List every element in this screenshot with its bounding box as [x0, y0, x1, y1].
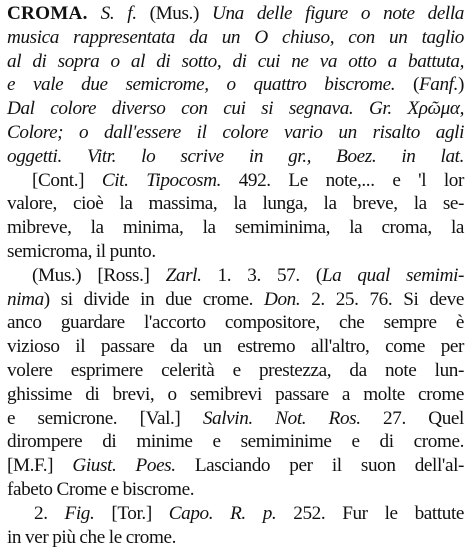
entry-text-run: Zarl. — [165, 264, 202, 286]
entry-text-run: ( — [395, 74, 419, 96]
entry-text-run: Salvin. Not. Ros. — [202, 407, 361, 429]
entry-line — [7, 264, 464, 288]
entry-text-run: dirompere di minime e semiminime e di crome. — [7, 431, 464, 453]
entry-text-run: fabeto Crome e biscrome. — [7, 479, 195, 500]
entry-text-run: musica rappresentata da un O chiuso, con un taglio — [7, 26, 464, 48]
entry-line — [7, 454, 464, 478]
entry-text-run: [Tor.] — [94, 502, 169, 524]
entry-text-run: Don. — [264, 288, 301, 310]
entry-line — [7, 73, 464, 97]
entry-text-run: vizioso il passare da un estremo all'altro, come per — [7, 336, 464, 358]
entry-text-run: valore, cioè la massima, la lunga, la breve, la se- — [7, 193, 464, 215]
entry-text-run: Giust. Poes. — [72, 455, 176, 477]
entry-text-run: e semicrone. [Val.] — [7, 407, 203, 429]
entry-line — [7, 359, 464, 383]
entry-line — [7, 169, 464, 193]
entry-line — [7, 145, 464, 169]
entry-text-run: ghissime di brevi, o semibrevi passare a molte crome — [7, 383, 464, 405]
entry-text-run: Lasciando per il suon dell'al- — [175, 455, 464, 477]
entry-text-run: al di sopra o al di sotto, di cui ne va otto a battuta, — [7, 50, 464, 72]
entry-text-run: Gr. — [368, 98, 392, 120]
entry-text-run: in ver più che le crome. — [7, 526, 177, 548]
entry-text-run: mibreve, la minima, la semiminima, la croma, la — [7, 217, 464, 239]
entry-text-run: 2. — [34, 502, 65, 524]
entry-text-run: nima — [7, 288, 44, 310]
entry-text-run: Colore; o dall'essere il colore vario un risalto agli — [7, 122, 464, 143]
entry-line — [7, 26, 464, 50]
entry-text-run: anco guardare l'accorto compositore, che sempre è — [7, 312, 464, 334]
entry-line — [7, 240, 464, 264]
entry-line — [7, 311, 464, 335]
entry-line — [7, 478, 464, 502]
entry-text-run — [88, 3, 101, 24]
entry-text-run: [Cont.] — [32, 169, 102, 191]
entry-text-run: 492. Le note,... e 'l lor — [220, 169, 464, 191]
entry-text-run: Capo. R. p. — [168, 502, 277, 524]
entry-text-run: oggetti. Vitr. lo scrive in gr., Boez. in lat. — [7, 145, 464, 167]
entry-text-run: semicroma, il punto. — [7, 241, 156, 262]
entry-text-run: Χρῶμα, — [407, 98, 464, 120]
entry-text-run: (Mus.) [Ross.] — [32, 264, 166, 286]
headword: CROMA. — [7, 3, 88, 24]
entry-text-run: (Mus.) — [136, 3, 212, 24]
entry-text-run: Fig. — [64, 502, 95, 524]
entry-line — [7, 50, 464, 74]
entry-text-run: ) si divide in due crome. — [43, 288, 264, 310]
entry-text-run: La qual semimi- — [321, 264, 464, 286]
entry-line — [7, 407, 464, 431]
entry-text-run: volere esprimere celerità e prestezza, da note lun- — [7, 360, 464, 381]
entry-text-run: Una delle figure o note della — [211, 3, 464, 24]
entry-text-run: e vale due semicrome, o quattro biscrome. — [7, 74, 396, 96]
entry-line — [7, 502, 464, 526]
entry-text-run: ) — [458, 74, 465, 96]
entry-text-run: 27. Quel — [360, 407, 464, 429]
entry-text-run: 1. 3. 57. ( — [201, 264, 322, 286]
entry-line — [7, 335, 464, 359]
entry-text-run: 252. Fur le battute — [276, 502, 465, 524]
entry-text-run: Cit. Tipocosm. — [101, 169, 221, 191]
entry-text-run — [392, 98, 408, 119]
entry-line — [7, 216, 464, 240]
entry-text-run — [353, 98, 369, 119]
entry-line — [7, 383, 464, 407]
entry-text-run: S. f. — [100, 3, 137, 24]
entry-line — [7, 430, 464, 454]
entry-line — [7, 288, 464, 312]
entry-line — [7, 121, 464, 145]
entry-text-run: 2. 25. 76. Si deve — [300, 288, 464, 310]
entry-text-run: [M.F.] — [7, 455, 73, 477]
entry-text-run: Dal colore diverso con cui si segnava. — [7, 98, 354, 120]
entry-line — [7, 192, 464, 216]
entry-line — [7, 526, 464, 550]
entry-line — [7, 97, 464, 121]
entry-text-run: Fanf. — [418, 74, 459, 96]
entry-line — [7, 2, 464, 26]
